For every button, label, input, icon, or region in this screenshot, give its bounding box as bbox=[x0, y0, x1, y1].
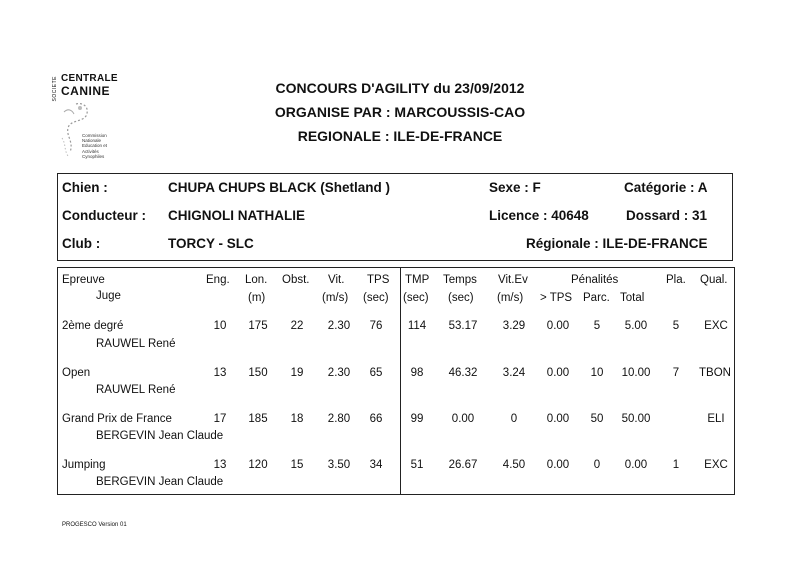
header-title: CONCOURS D'AGILITY du 23/09/2012 bbox=[275, 80, 525, 96]
row-pen-tps: 0.00 bbox=[546, 320, 570, 332]
chien-label: Chien : bbox=[62, 180, 108, 195]
row-tmp: 51 bbox=[410, 459, 424, 471]
row-lon: 175 bbox=[248, 320, 268, 332]
header-vitev: Vit.Ev bbox=[498, 274, 528, 286]
header-temps: Temps bbox=[443, 274, 477, 286]
row-obst: 19 bbox=[290, 367, 304, 379]
row-pen-total: 0.00 bbox=[624, 459, 648, 471]
row-pen-tps: 0.00 bbox=[546, 367, 570, 379]
dossard: Dossard : 31 bbox=[626, 208, 708, 223]
row-vitev: 3.24 bbox=[502, 367, 526, 379]
table-divider bbox=[400, 267, 401, 495]
row-vit: 2.30 bbox=[327, 367, 351, 379]
row-lon: 120 bbox=[248, 459, 268, 471]
row-temps: 46.32 bbox=[448, 367, 478, 379]
header-organizer: ORGANISE PAR : MARCOUSSIS-CAO bbox=[274, 104, 526, 120]
row-pen-parc: 50 bbox=[590, 413, 604, 425]
row-lon: 185 bbox=[248, 413, 268, 425]
header-lon-unit: (m) bbox=[248, 292, 266, 304]
row-epreuve: Open bbox=[62, 367, 91, 379]
row-tps: 65 bbox=[369, 367, 383, 379]
footer-version: PROGESCO Version 01 bbox=[62, 522, 127, 528]
logo-line2: CANINE bbox=[61, 84, 111, 98]
row-vitev: 0 bbox=[510, 413, 518, 425]
row-pen-parc: 0 bbox=[593, 459, 601, 471]
row-vitev: 3.29 bbox=[502, 320, 526, 332]
row-epreuve: Grand Prix de France bbox=[62, 413, 172, 425]
regionale: Régionale : ILE-DE-FRANCE bbox=[526, 236, 708, 251]
row-juge: RAUWEL René bbox=[96, 338, 176, 350]
row-vitev: 4.50 bbox=[502, 459, 526, 471]
row-pen-tps: 0.00 bbox=[546, 413, 570, 425]
row-qual: EXC bbox=[704, 459, 728, 471]
header-pen-total: Total bbox=[620, 292, 645, 304]
row-tps: 34 bbox=[369, 459, 383, 471]
row-pen-total: 50.00 bbox=[621, 413, 651, 425]
chien-value: CHUPA CHUPS BLACK (Shetland ) bbox=[168, 180, 390, 195]
row-pen-parc: 10 bbox=[590, 367, 604, 379]
header-pen-tps: > TPS bbox=[540, 292, 573, 304]
conducteur-label: Conducteur : bbox=[62, 208, 146, 223]
row-temps: 0.00 bbox=[451, 413, 475, 425]
row-pen-parc: 5 bbox=[593, 320, 601, 332]
row-lon: 150 bbox=[248, 367, 268, 379]
header-regionale: REGIONALE : ILE-DE-FRANCE bbox=[297, 128, 503, 144]
row-vit: 3.50 bbox=[327, 459, 351, 471]
row-pla: 5 bbox=[672, 320, 680, 332]
header-tps: TPS bbox=[367, 274, 390, 286]
row-juge: RAUWEL René bbox=[96, 384, 176, 396]
row-tmp: 99 bbox=[410, 413, 424, 425]
row-tps: 76 bbox=[369, 320, 383, 332]
row-obst: 15 bbox=[290, 459, 304, 471]
row-temps: 53.17 bbox=[448, 320, 478, 332]
header-lon: Lon. bbox=[245, 274, 268, 286]
row-tps: 66 bbox=[369, 413, 383, 425]
row-eng: 17 bbox=[213, 413, 227, 425]
club-label: Club : bbox=[62, 236, 101, 251]
row-pla: 7 bbox=[672, 367, 680, 379]
header-vit: Vit. bbox=[328, 274, 345, 286]
row-eng: 13 bbox=[213, 459, 227, 471]
header-qual: Qual. bbox=[700, 274, 728, 286]
header-vitev-unit: (m/s) bbox=[497, 292, 524, 304]
header-obst: Obst. bbox=[282, 274, 310, 286]
row-vit: 2.80 bbox=[327, 413, 351, 425]
row-pla: 1 bbox=[672, 459, 680, 471]
header-eng: Eng. bbox=[206, 274, 230, 286]
row-epreuve: 2ème degré bbox=[62, 320, 124, 332]
row-juge: BERGEVIN Jean Claude bbox=[96, 476, 224, 488]
row-tmp: 98 bbox=[410, 367, 424, 379]
categorie: Catégorie : A bbox=[624, 180, 708, 195]
row-eng: 13 bbox=[213, 367, 227, 379]
row-qual: TBON bbox=[699, 367, 731, 379]
header-penalites: Pénalités bbox=[571, 274, 619, 286]
row-pen-total: 5.00 bbox=[624, 320, 648, 332]
sexe: Sexe : F bbox=[489, 180, 541, 195]
row-vit: 2.30 bbox=[327, 320, 351, 332]
row-epreuve: Jumping bbox=[62, 459, 106, 471]
logo-line1: CENTRALE bbox=[61, 73, 118, 84]
row-juge: BERGEVIN Jean Claude bbox=[96, 430, 224, 442]
header-epreuve: Epreuve bbox=[62, 274, 105, 286]
header-tmp: TMP bbox=[405, 274, 430, 286]
row-obst: 18 bbox=[290, 413, 304, 425]
header-tps-unit: (sec) bbox=[363, 292, 389, 304]
row-temps: 26.67 bbox=[448, 459, 478, 471]
header-pen-parc: Parc. bbox=[583, 292, 610, 304]
logo-side-text: SOCIETE bbox=[52, 76, 58, 102]
row-pen-tps: 0.00 bbox=[546, 459, 570, 471]
row-eng: 10 bbox=[213, 320, 227, 332]
row-obst: 22 bbox=[290, 320, 304, 332]
row-tmp: 114 bbox=[407, 320, 427, 332]
header-tmp-unit: (sec) bbox=[403, 292, 429, 304]
conducteur-value: CHIGNOLI NATHALIE bbox=[168, 208, 305, 223]
header-juge: Juge bbox=[96, 290, 121, 302]
row-qual: EXC bbox=[704, 320, 728, 332]
row-qual: ELI bbox=[707, 413, 725, 425]
row-pen-total: 10.00 bbox=[621, 367, 651, 379]
club-value: TORCY - SLC bbox=[168, 236, 254, 251]
header-pla: Pla. bbox=[666, 274, 686, 286]
licence: Licence : 40648 bbox=[489, 208, 589, 223]
header-temps-unit: (sec) bbox=[448, 292, 474, 304]
logo-small-text: Commission Nationale Education et Activités Cynophiles bbox=[82, 133, 108, 159]
header-vit-unit: (m/s) bbox=[322, 292, 349, 304]
